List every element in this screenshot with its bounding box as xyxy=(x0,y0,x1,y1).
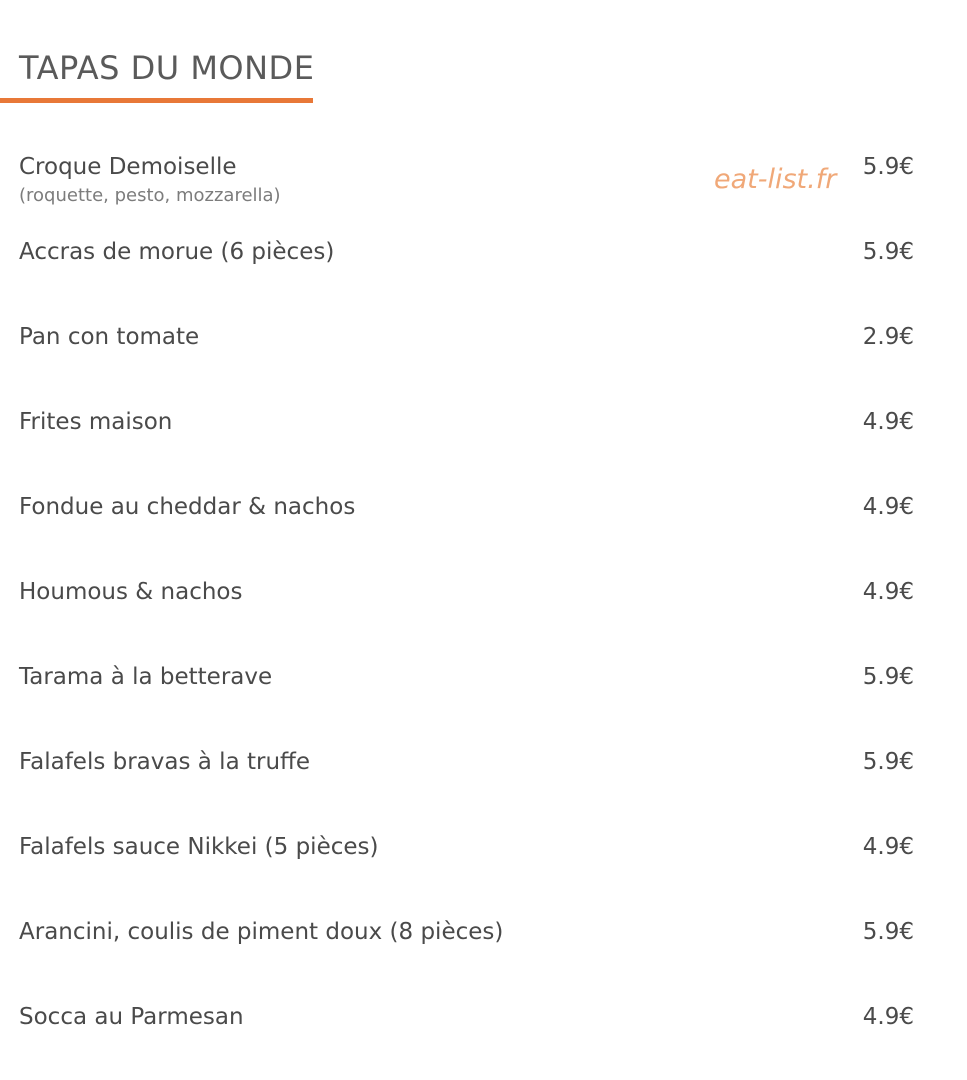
menu-item xyxy=(0,832,967,892)
item-name: Arancini, coulis de piment doux (8 pièces) xyxy=(19,919,504,945)
item-name: Accras de morue (6 pièces) xyxy=(19,239,335,265)
menu-item xyxy=(0,492,967,552)
item-name: Falafels bravas à la truffe xyxy=(19,749,311,775)
item-name: Frites maison xyxy=(19,409,173,435)
menu-item xyxy=(0,1002,967,1062)
watermark: eat-list.fr xyxy=(714,164,837,195)
menu-item xyxy=(0,407,967,467)
item-name: Houmous & nachos xyxy=(19,579,243,605)
item-name: Fondue au cheddar & nachos xyxy=(19,494,356,520)
menu-item xyxy=(0,237,967,297)
menu-item xyxy=(0,322,967,382)
item-price: 4.9€ xyxy=(862,494,914,520)
section-title: TAPAS DU MONDE xyxy=(19,49,315,87)
item-price: 4.9€ xyxy=(862,1004,914,1030)
item-price: 5.9€ xyxy=(862,664,914,690)
menu-item xyxy=(0,152,967,212)
item-price: 5.9€ xyxy=(862,154,914,180)
item-price: 4.9€ xyxy=(862,409,914,435)
menu-item xyxy=(0,917,967,977)
item-name: Tarama à la betterave xyxy=(19,664,273,690)
item-name: Pan con tomate xyxy=(19,324,200,350)
menu-item xyxy=(0,662,967,722)
item-name: Croque Demoiselle xyxy=(19,154,237,180)
item-name: Falafels sauce Nikkei (5 pièces) xyxy=(19,834,379,860)
menu-item xyxy=(0,747,967,807)
item-price: 5.9€ xyxy=(862,919,914,945)
item-price: 2.9€ xyxy=(862,324,914,350)
item-price: 5.9€ xyxy=(862,749,914,775)
item-name: Socca au Parmesan xyxy=(19,1004,244,1030)
item-price: 4.9€ xyxy=(862,834,914,860)
item-price: 5.9€ xyxy=(862,239,914,265)
item-description: (roquette, pesto, mozzarella) xyxy=(19,185,281,206)
item-price: 4.9€ xyxy=(862,579,914,605)
menu-item xyxy=(0,577,967,637)
